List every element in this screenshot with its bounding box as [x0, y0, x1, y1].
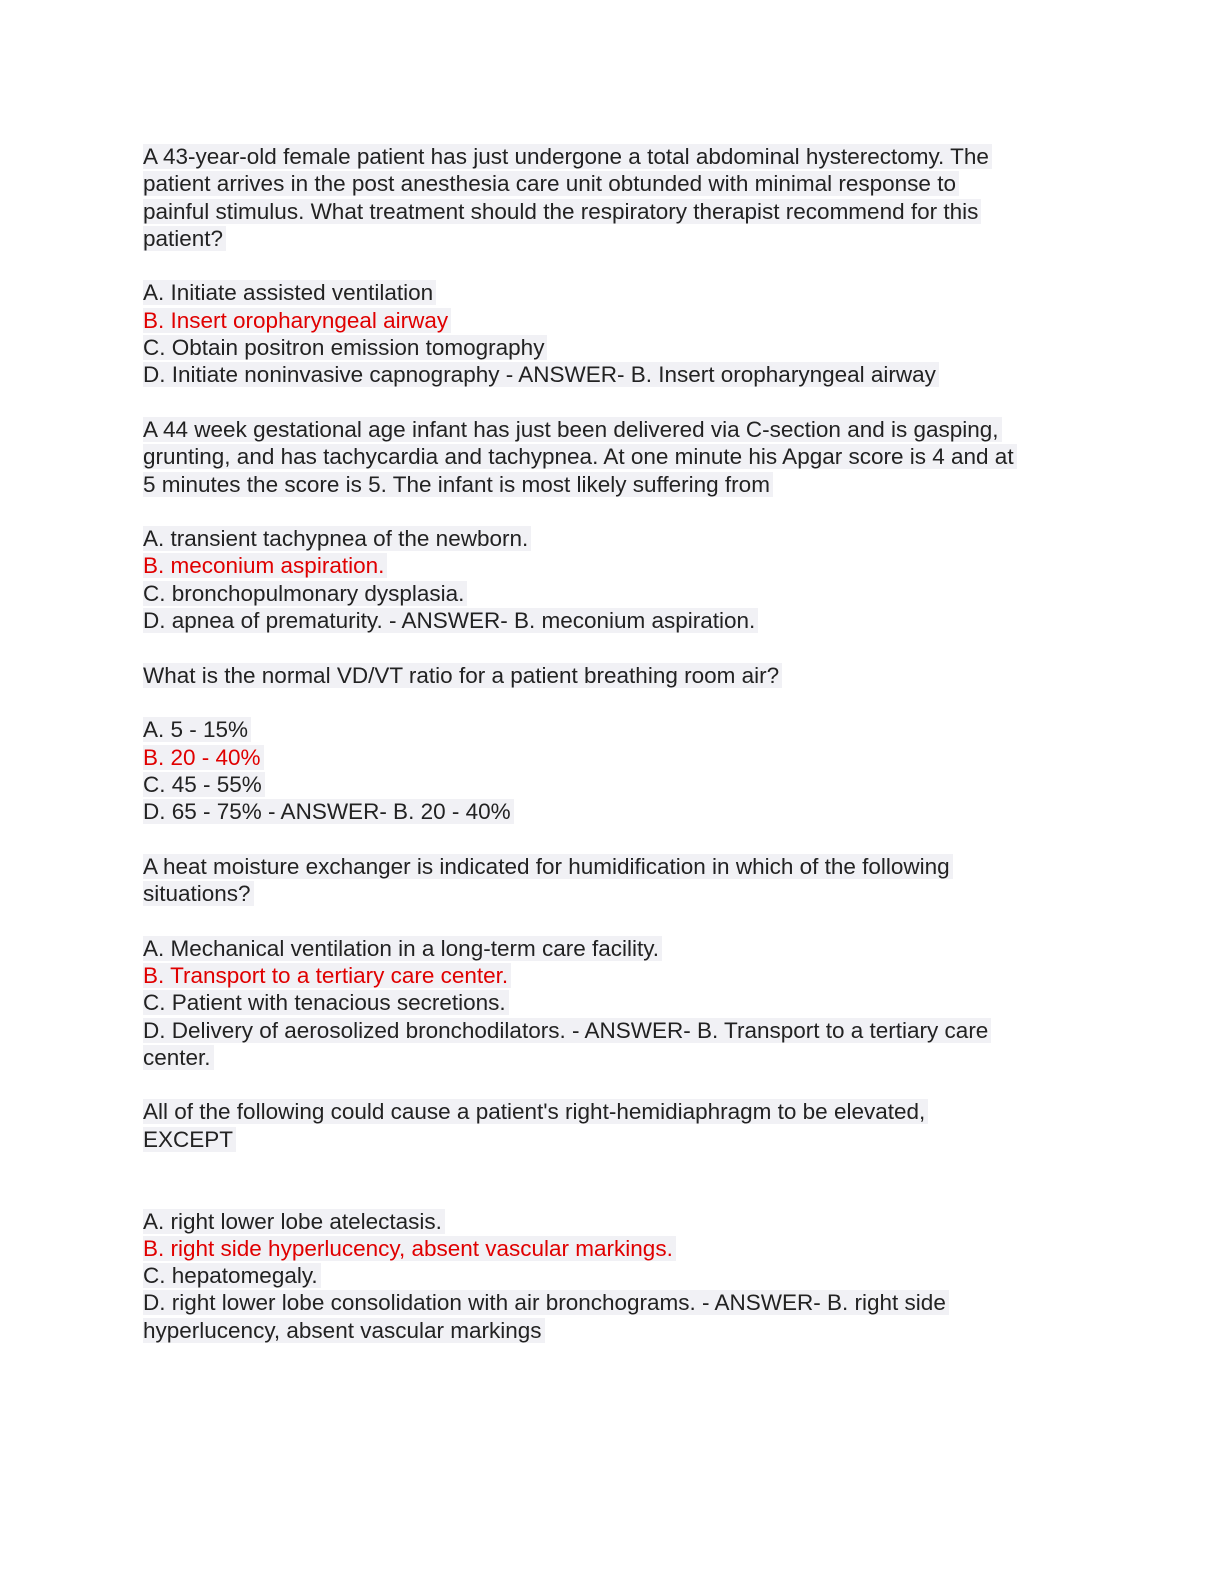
question-stem-line: EXCEPT	[143, 1126, 1083, 1153]
question-stem-line: situations?	[143, 880, 1083, 907]
option-b-correct: B. Transport to a tertiary care center.	[143, 962, 1083, 989]
question-stem-line: A heat moisture exchanger is indicated for humidification in which of the following	[143, 853, 1083, 880]
option-d-continuation: hyperlucency, absent vascular markings	[143, 1317, 1083, 1344]
option-c: C. 45 - 55%	[143, 771, 1083, 798]
question-stem-line: painful stimulus. What treatment should the respiratory therapist recommend for this	[143, 198, 1083, 225]
option-c: C. Obtain positron emission tomography	[143, 334, 1083, 361]
option-d-with-answer: D. apnea of prematurity. - ANSWER- B. meconium aspiration.	[143, 607, 1083, 634]
spacer	[143, 389, 1083, 416]
option-d-continuation: center.	[143, 1044, 1083, 1071]
option-c: C. bronchopulmonary dysplasia.	[143, 580, 1083, 607]
option-a: A. transient tachypnea of the newborn.	[143, 525, 1083, 552]
question-block	[143, 143, 1083, 389]
question-stem-line: patient?	[143, 225, 1083, 252]
spacer	[143, 498, 1083, 525]
question-block	[143, 662, 1083, 826]
spacer	[143, 252, 1083, 279]
option-d-with-answer: D. Initiate noninvasive capnography - ANSWER- B. Insert oropharyngeal airway	[143, 361, 1083, 388]
option-b-correct: B. right side hyperlucency, absent vascular markings.	[143, 1235, 1083, 1262]
question-block	[143, 1098, 1083, 1344]
question-stem-line: All of the following could cause a patient's right-hemidiaphragm to be elevated,	[143, 1098, 1083, 1125]
question-stem-line: patient arrives in the post anesthesia care unit obtunded with minimal response to	[143, 170, 1083, 197]
spacer	[143, 825, 1083, 852]
spacer	[143, 634, 1083, 661]
option-b-correct: B. 20 - 40%	[143, 744, 1083, 771]
question-stem-line: A 44 week gestational age infant has just been delivered via C-section and is gasping,	[143, 416, 1083, 443]
question-block	[143, 853, 1083, 1071]
question-block	[143, 416, 1083, 634]
option-d-with-answer: D. right lower lobe consolidation with air bronchograms. - ANSWER- B. right side	[143, 1289, 1083, 1316]
question-stem-line: A 43-year-old female patient has just undergone a total abdominal hysterectomy. The	[143, 143, 1083, 170]
spacer	[143, 1153, 1083, 1208]
document-page	[143, 143, 1083, 1344]
option-b-correct: B. Insert oropharyngeal airway	[143, 307, 1083, 334]
spacer	[143, 689, 1083, 716]
option-a: A. Initiate assisted ventilation	[143, 279, 1083, 306]
spacer	[143, 907, 1083, 934]
option-a: A. Mechanical ventilation in a long-term care facility.	[143, 935, 1083, 962]
option-b-correct: B. meconium aspiration.	[143, 552, 1083, 579]
question-stem-line: grunting, and has tachycardia and tachypnea. At one minute his Apgar score is 4 and at	[143, 443, 1083, 470]
question-stem-line: What is the normal VD/VT ratio for a patient breathing room air?	[143, 662, 1083, 689]
option-a: A. right lower lobe atelectasis.	[143, 1208, 1083, 1235]
option-c: C. hepatomegaly.	[143, 1262, 1083, 1289]
option-d-with-answer: D. 65 - 75% - ANSWER- B. 20 - 40%	[143, 798, 1083, 825]
question-stem-line: 5 minutes the score is 5. The infant is most likely suffering from	[143, 471, 1083, 498]
option-d-with-answer: D. Delivery of aerosolized bronchodilators. - ANSWER- B. Transport to a tertiary care	[143, 1017, 1083, 1044]
option-a: A. 5 - 15%	[143, 716, 1083, 743]
option-c: C. Patient with tenacious secretions.	[143, 989, 1083, 1016]
spacer	[143, 1071, 1083, 1098]
